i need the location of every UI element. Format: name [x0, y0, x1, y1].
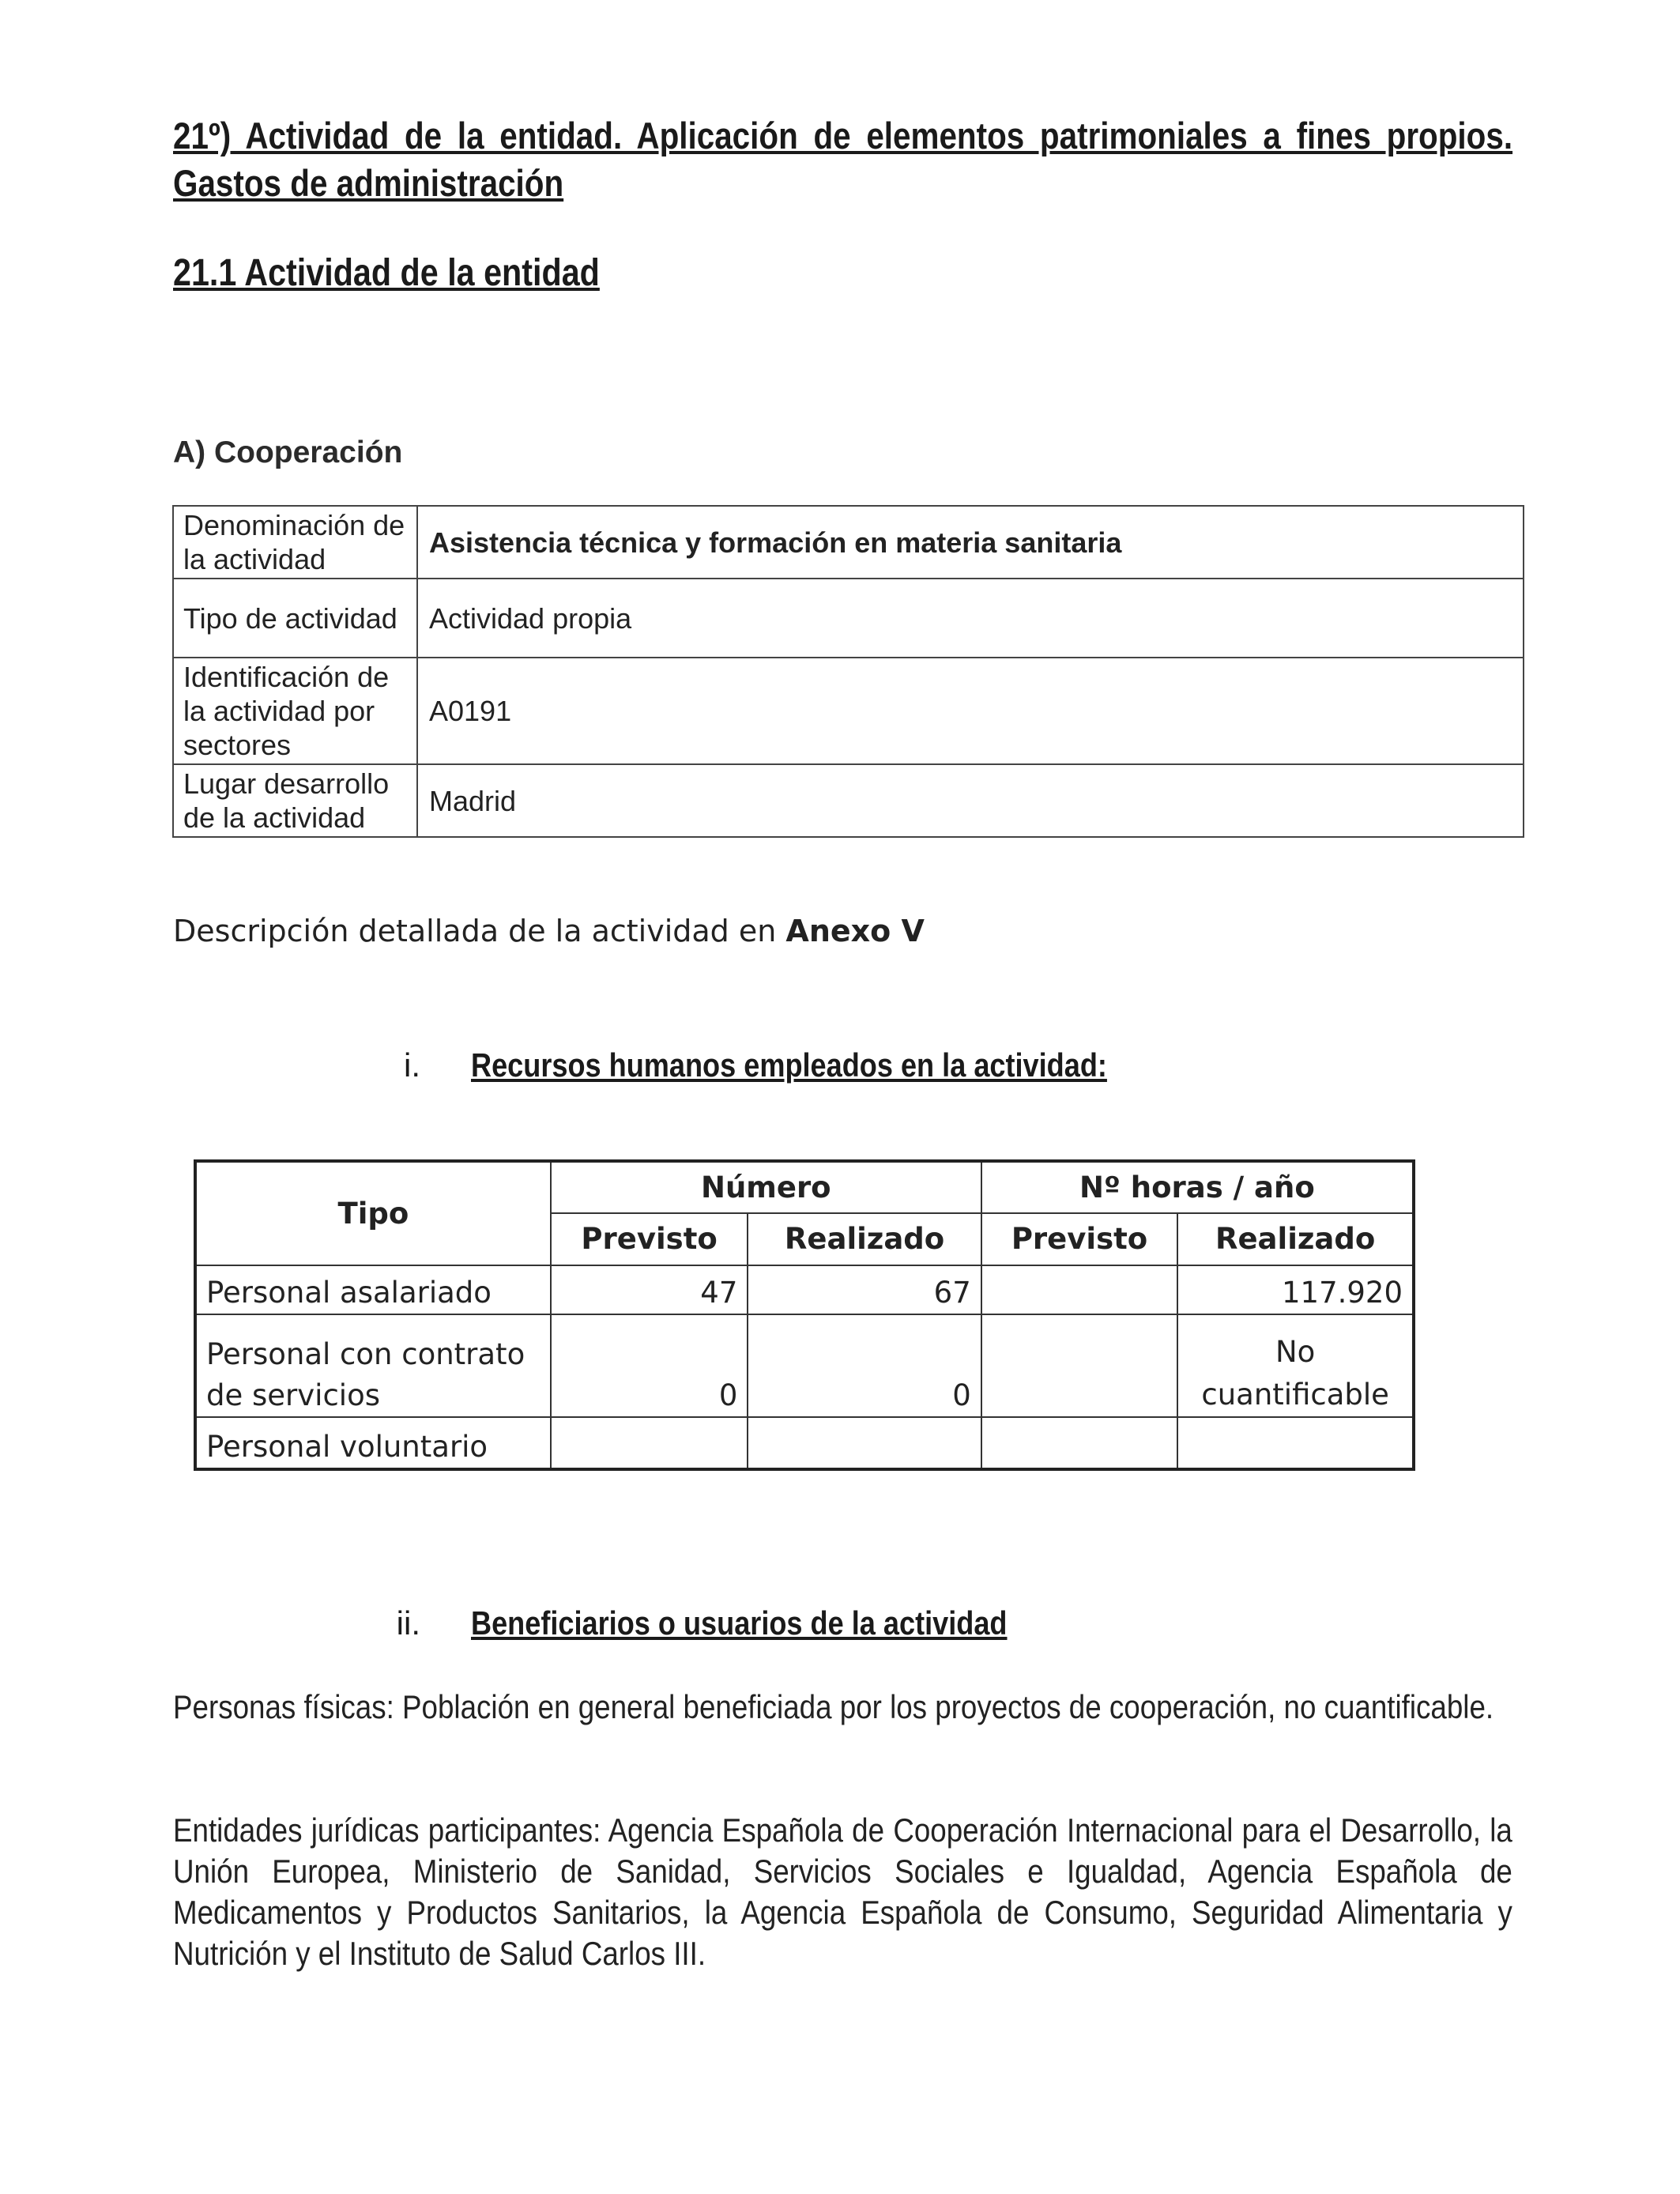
section-i-heading [404, 1044, 1211, 1087]
cell-horas-previsto [981, 1265, 1178, 1314]
section-ii-heading [396, 1602, 1094, 1645]
cooperation-heading: A) Cooperación [173, 435, 403, 469]
section-number: i. [404, 1046, 420, 1084]
row-label: Denominación de la actividad [173, 506, 417, 579]
header-tipo: Tipo [195, 1161, 551, 1265]
location-value: Madrid [417, 764, 1524, 837]
table-row [173, 579, 1524, 658]
cell-num-previsto: 47 [551, 1265, 748, 1314]
beneficiaries-individuals-paragraph: Personas físicas: Población en general beneficiada por los proyectos de cooperación, no cuantificable. [173, 1688, 1494, 1725]
row-label: Identificación de la actividad por sectores [173, 658, 417, 764]
cell-horas-realizado [1177, 1417, 1414, 1469]
header-previsto: Previsto [551, 1213, 748, 1265]
table-row [195, 1314, 1414, 1417]
header-numero: Número [551, 1161, 981, 1213]
section-heading-21: 21º) Actividad de la entidad. Aplicación de elementos patrimoniales a fines propios. Gastos de administración [173, 115, 1513, 204]
header-previsto: Previsto [981, 1213, 1178, 1265]
activity-name-value: Asistencia técnica y formación en materia sanitaria [417, 506, 1524, 579]
table-row [173, 658, 1524, 764]
row-label: Tipo de actividad [173, 579, 417, 658]
table-header-row [195, 1161, 1414, 1213]
row-tipo: Personal con contrato de servicios [195, 1314, 551, 1417]
cell-num-previsto [551, 1417, 748, 1469]
subsection-heading-21-1: 21.1 Actividad de la entidad [173, 252, 600, 294]
activity-type-value: Actividad propia [417, 579, 1524, 658]
header-realizado: Realizado [748, 1213, 981, 1265]
table-row [195, 1265, 1414, 1314]
cell-num-realizado: 67 [748, 1265, 981, 1314]
description-text: Descripción detallada de la actividad en [173, 914, 786, 948]
section-number: ii. [396, 1604, 420, 1642]
table-row [195, 1417, 1414, 1469]
activity-description [173, 910, 925, 952]
table-row [173, 764, 1524, 837]
cell-horas-realizado: 117.920 [1177, 1265, 1414, 1314]
table-row [173, 506, 1524, 579]
header-realizado: Realizado [1177, 1213, 1414, 1265]
cell-num-realizado [748, 1417, 981, 1469]
sector-id-value: A0191 [417, 658, 1524, 764]
row-label: Lugar desarrollo de la actividad [173, 764, 417, 837]
row-tipo: Personal asalariado [195, 1265, 551, 1314]
annex-reference: Anexo V [785, 914, 925, 948]
cell-horas-previsto [981, 1417, 1178, 1469]
human-resources-table [194, 1159, 1415, 1471]
participating-entities-paragraph: Entidades jurídicas participantes: Agencia Española de Cooperación Internacional para el Desarrollo, la Unión Europea, Ministerio de Sanidad, Servicios Sociales e Igualdad, Agencia Española de Medicamentos y Productos Sanitarios, la Agencia Española de Consumo, Seguridad Alimentaria y Nutrición y el Instituto de Salud Carlos III. [173, 1811, 1512, 1972]
row-tipo: Personal voluntario [195, 1417, 551, 1469]
activity-info-table [172, 505, 1524, 838]
header-horas: Nº horas / año [981, 1161, 1414, 1213]
cell-horas-realizado: No cuantificable [1177, 1314, 1414, 1417]
cell-num-realizado: 0 [748, 1314, 981, 1417]
cell-horas-previsto [981, 1314, 1178, 1417]
section-title: Recursos humanos empleados en la actividad: [471, 1046, 1107, 1084]
section-title: Beneficiarios o usuarios de la actividad [471, 1604, 1008, 1642]
cell-num-previsto: 0 [551, 1314, 748, 1417]
